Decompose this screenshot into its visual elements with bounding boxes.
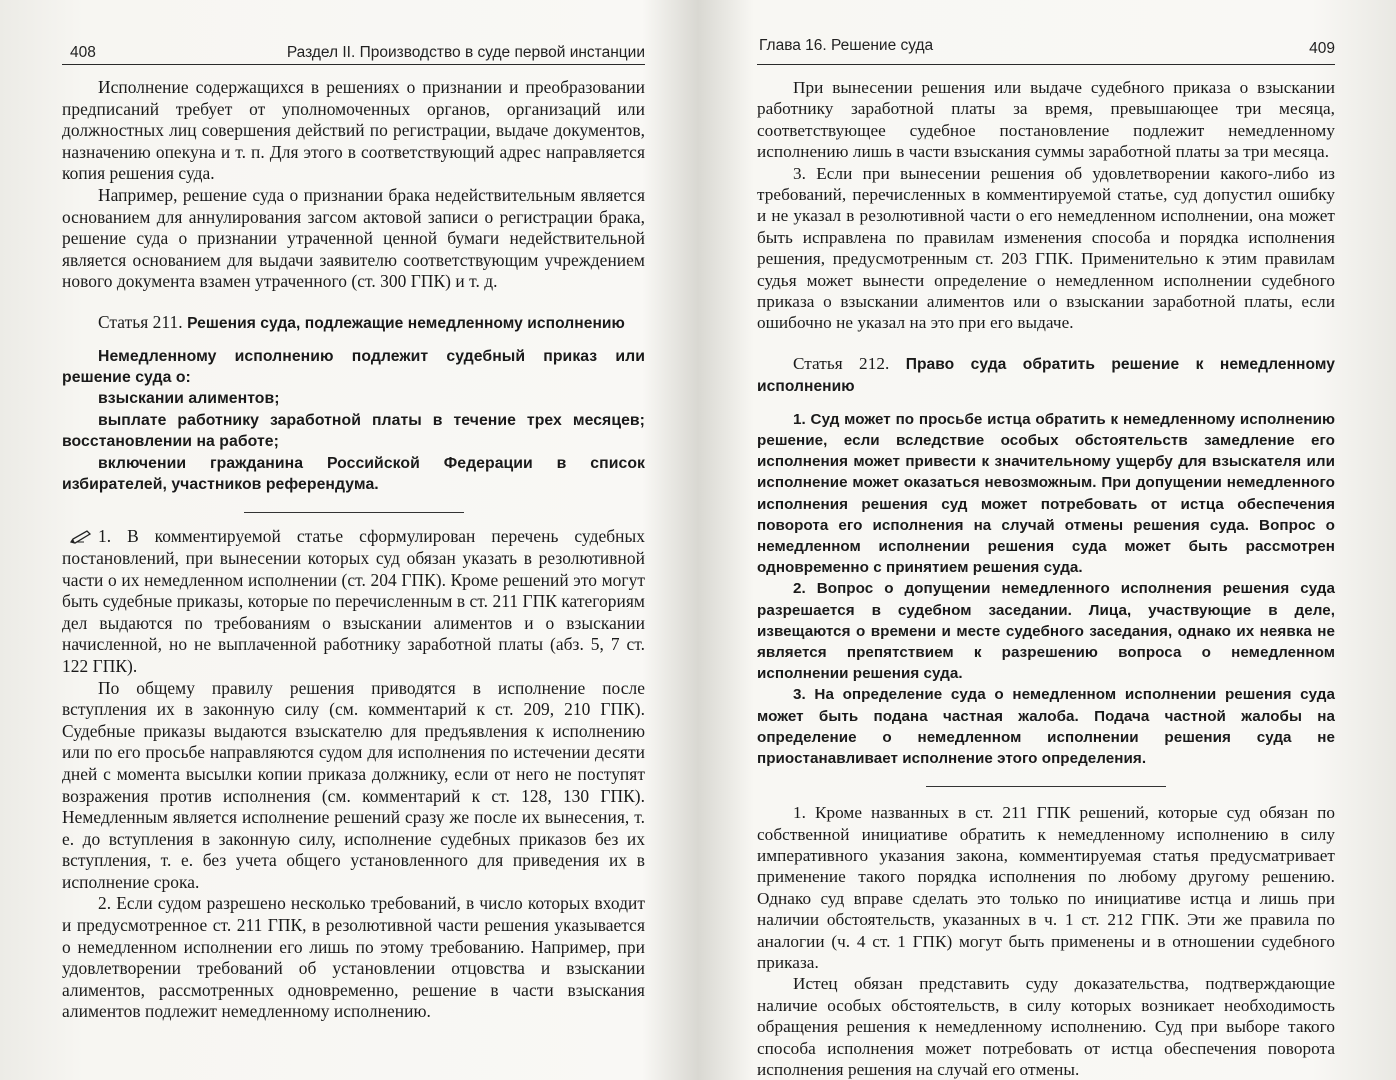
comment-text: 1. В комментируемой статье сформулирован перечень судебных постановлений, при вынесении которых суд обязан указать в резолютивной части о их немедленном исполнении (ст. 204 ГПК). Кроме решений это могут быть судебные приказы, которые по перечисленным в ст. 211 ГПК категориям дел выдаются по требованиям о взыскании алиментов и о взыскании начисленной, но не выплаченной работнику заработной платы (абз. 5, 7 ст. 122 ГПК). [62,526,645,676]
article-title: Решения суда, подлежащие немедленному исполнению [187,314,625,332]
paragraph: Например, решение суда о признании брака недействительным является основанием для аннулирования загсом актовой записи о регистрации брака, решение суда о признании утраченной ценной бумаги недействительной является основанием для выдачи заявителю соответствующим учреждением нового документа взамен утраченного (ст. 300 ГПК) и т. д. [62,184,645,292]
paragraph: 3. Если при вынесении решения об удовлетворении какого-либо из требований, перечисленных в комментируемой статье, суд допустил ошибку и не указал в резолютивной части о его немедленном исполнении, она может быть исправлена по правилам изменения способа и порядка исполнения решения, предусмотренным ст. 203 ГПК. Применительно к этим правилам судья может вынести определение о немедленном исполнении судебного приказа о взыскании алиментов или о взыскании заработной платы, если ошибочно не указал на это при его выдаче. [757,163,1335,333]
page-body [62,77,645,1023]
section-divider [244,512,464,513]
page-number: 408 [70,44,96,61]
article-heading [62,312,645,335]
right-page [757,34,1335,1080]
paragraph: При вынесении решения или выдаче судебного приказа о взыскании работнику заработной платы за время, превышающее три месяца, соответствующее судебное постановление подлежит немедленному исполнению лишь в части взыскания суммы заработной платы за три месяца. [757,78,1335,162]
pencil-icon [70,530,92,544]
left-page [62,34,645,1023]
article-paragraph: 2. Вопрос о допущении немедленного исполнения решения суда разрешается в судебном заседании. Лица, участвующие в деле, извещаются о времени и месте судебного заседания, однако их неявка не является препятствием к разрешению вопроса о немедленном исполнении решения суда. [757,580,1335,683]
article-list-item: включении гражданина Российской Федерации в список избирателей, участников референдума. [62,454,645,493]
article-paragraph: 3. На определение суда о немедленном исполнении решения суда может быть подана частная жалоба. Подача частной жалобы на определение о немедленном исполнении решения суда не приостанавливает исполнение этого определения. [757,686,1335,767]
article-label: Статья 211. [98,311,183,332]
comment-paragraph: По общему правилу решения приводятся в исполнение после вступления их в законную силу (см. комментарий к ст. 209, 210 ГПК). Судебные приказы выдаются взыскателю для предъявления к исполнению или по его просьбе направляются судом для исполнения по истечении десяти дней с момента высылки копии приказа должнику, если от него не поступят возражения против исполнения (см. комментарий к ст. 128, 130 ГПК). Немедленным является исполнение решений сразу же после их вынесения, т. е. до вступления в законную силу, исполнение судебных приказов без их вступления, т. е. без учета общего установленного для приведения их в исполнение срока. [62,677,645,892]
running-title: Глава 16. Решение суда [759,37,934,54]
running-title: Раздел II. Производство в суде первой инстанции [286,44,645,61]
running-head [757,34,1335,65]
article-label: Статья 212. [793,353,890,373]
article-paragraph: 1. Суд может по просьбе истца обратить к немедленному исполнению решение, если вследствие особых обстоятельств замедление его исполнения может привести к значительному ущербу для взыскателя или исполнение может оказаться невозможным. При допущении немедленного исполнения решения суд может потребовать от истца обеспечения поворота его исполнения на случай отмены решения суда. Вопрос о немедленном исполнении решения суда может быть рассмотрен одновременно с принятием решения суда. [757,410,1335,577]
comment-paragraph [62,526,645,677]
comment-paragraph: 2. Если судом разрешено несколько требований, в число которых входит и предусмотренное ст. 211 ГПК, в резолютивной части решения указывается о немедленном исполнении его лишь по этому требованию. Например, при удовлетворении требований об установлении отцовства и взыскании алиментов, рассмотренных одновременно, решение в части взыскания алиментов подлежит немедленному исполнению. [62,893,645,1022]
article-title: Право суда обратить решение к немедленному исполнению [757,355,1335,396]
section-divider [926,786,1166,787]
running-head [62,34,645,65]
comment-paragraph: 1. Кроме названных в ст. 211 ГПК решений, которые суд обязан по собственной инициативе обратить к немедленному исполнению в силу императивного указания закона, комментируемая статья предусматривает применение такого порядка исполнения по любому другому решению. Однако суд вправе сделать это только по инициативе истца и лишь при наличии обстоятельств, указанных в ч. 1 ст. 212 ГПК. Эти же правила по аналогии (ч. 4 ст. 1 ГПК) могут быть применены и в отношении судебного приказа. [757,803,1335,972]
page-number: 409 [1309,40,1335,57]
article-text [62,346,645,496]
comment-paragraph: Истец обязан представить суду доказательства, подтверждающие наличие особых обстоятельств, в силу которых возникает необходимость обращения решения к немедленному исполнению. Суд при выборе такого способа исполнения может потребовать от истца обеспечения поворота исполнения решения на случай его отмены. [757,974,1335,1080]
page-body [757,77,1335,1080]
paragraph: Исполнение содержащихся в решениях о признании и преобразовании предписаний требует от уполномоченных органов, организаций или должностных лиц совершения действий по регистрации, выдаче документов, назначению опекуна и т. п. Для этого в соответствующий адрес направляется копия решения суда. [62,77,645,184]
article-heading [757,353,1335,398]
article-list-item: выплате работнику заработной платы в течение трех месяцев; восстановлении на работе; [62,411,645,451]
article-text [757,409,1335,769]
article-list-item: взыскании алиментов; [98,390,280,408]
article-paragraph: Немедленному исполнению подлежит судебный приказ или решение суда о: [62,347,645,386]
